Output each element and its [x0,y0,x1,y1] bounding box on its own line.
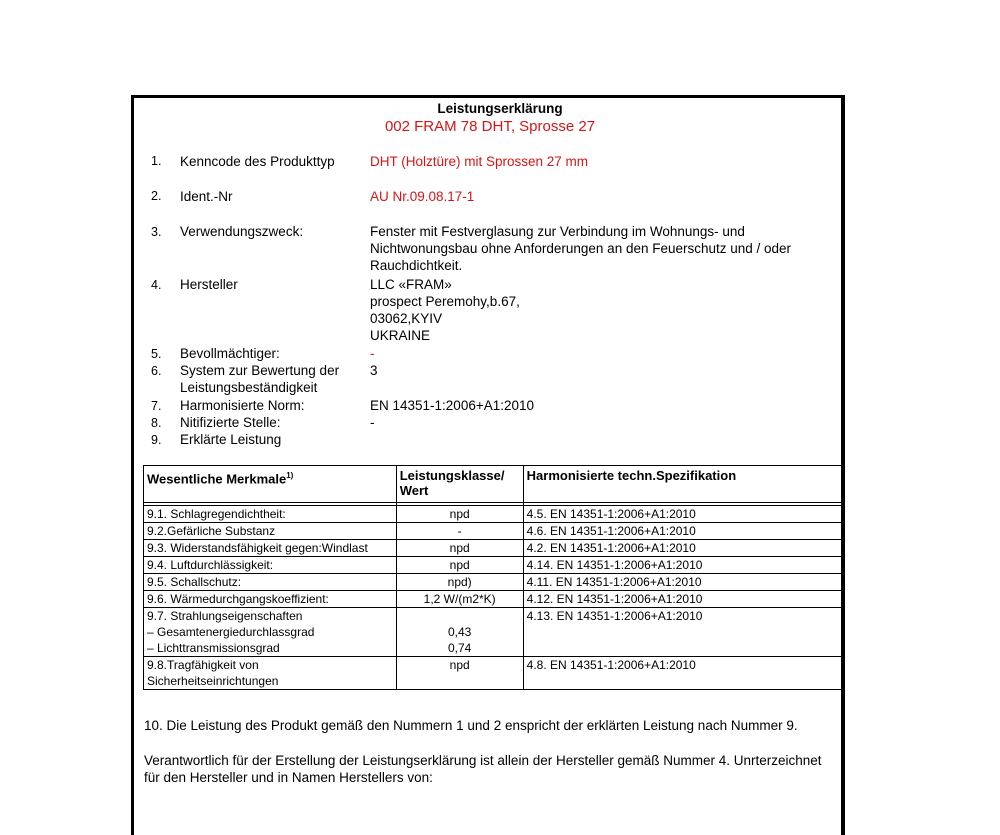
responsibility-paragraph [144,752,844,786]
table-header-row [144,466,842,503]
item-7-label: Harmonisierte Norm: [180,398,305,413]
row-specification: 4.14. EN 14351-1:2006+A1:2010 [523,557,841,574]
item-5-label: Bevollmächtiger: [180,346,280,361]
row-specification: 4.6. EN 14351-1:2006+A1:2010 [523,523,841,540]
item-8-label: Nitifizierte Stelle: [180,415,281,430]
row-characteristic: 9.6. Wärmedurchgangskoeffizient: [144,591,397,608]
row-value: npd [396,557,523,574]
item-6-label-line: Leistungsbeständigkeit [180,380,318,395]
row-value: 0,43 0,74 [396,608,523,657]
document-title: Leistungserklärung [437,101,563,116]
item-6-value: 3 [370,363,378,378]
item-4-label: Hersteller [180,277,238,292]
row-specification: 4.5. EN 14351-1:2006+A1:2010 [523,506,841,523]
item-5-number: 5. [151,347,162,361]
item-4-value-line: 03062,KYIV [370,311,443,326]
item-6-label-line: System zur Bewertung der [180,363,340,378]
item-7-number: 7. [151,399,162,413]
item-4-value-line: UKRAINE [370,328,431,343]
item-5-value: - [370,346,375,361]
row-value: npd [396,506,523,523]
row-characteristic: 9.7. Strahlungseigenschaften – Gesamtenergiedurchlassgrad – Lichttransmissionsgrad [144,608,397,657]
row-value: npd) [396,574,523,591]
row-specification: 4.12. EN 14351-1:2006+A1:2010 [523,591,841,608]
item-9-number: 9. [151,433,162,447]
table-row [144,557,842,574]
row-value: 1,2 W/(m2*K) [396,591,523,608]
item-4-value-line: prospect Peremohy,b.67, [370,294,520,309]
item-3-value-line: Nichtwonungsbau ohne Anforderungen an den Feuerschutz und / oder [370,241,792,256]
table-row [144,574,842,591]
item-3-label: Verwendungszweck: [180,224,304,239]
item-2-label: Ident.-Nr [180,189,233,204]
item-8-value: - [370,415,375,430]
table-row [144,608,842,657]
row-specification: 4.8. EN 14351-1:2006+A1:2010 [523,657,841,690]
header-leistungsklasse: Leistungsklasse/ Wert [396,466,523,503]
row-value: npd [396,540,523,557]
row-specification: 4.13. EN 14351-1:2006+A1:2010 [523,608,841,657]
row-characteristic: 9.8.Tragfähigkeit von Sicherheitseinrichtungen [144,657,397,690]
item-3-value-line: Rauchdichtkeit. [370,258,463,273]
document-subtitle: 002 FRAM 78 DHT, Sprosse 27 [384,118,596,135]
item-3-number: 3. [151,225,162,239]
item-1-label: Kenncode des Produkttyp [180,154,335,169]
item-6-label [180,362,339,396]
item-3-value-line: Fenster mit Festverglasung zur Verbindung im Wohnungs- und [370,224,745,239]
responsibility-line: für den Hersteller und in Namen Herstellers von: [144,770,433,785]
performance-table [143,465,842,690]
item-8-number: 8. [151,416,162,430]
row-characteristic: 9.1. Schlagregendichtheit: [144,506,397,523]
item-2-number: 2. [151,189,162,203]
row-characteristic: 9.5. Schallschutz: [144,574,397,591]
table-row [144,540,842,557]
item-4-value [370,276,520,344]
row-value: npd [396,657,523,690]
item-1-number: 1. [151,154,162,168]
item-4-number: 4. [151,278,162,292]
table-row [144,591,842,608]
row-specification: 4.2. EN 14351-1:2006+A1:2010 [523,540,841,557]
row-specification: 4.11. EN 14351-1:2006+A1:2010 [523,574,841,591]
row-value: - [396,523,523,540]
table-row [144,657,842,690]
item-9-label: Erklärte Leistung [180,432,282,447]
item-7-value: EN 14351-1:2006+A1:2010 [370,398,535,413]
item-3-value [370,223,791,274]
item-6-number: 6. [151,364,162,378]
table-row [144,523,842,540]
responsibility-line: Verantwortlich für der Erstellung der Leistungserklärung ist allein der Hersteller gemäß Nummer 4. Unrterzeichnet [144,753,822,768]
header-spezifikation: Harmonisierte techn.Spezifikation [523,466,841,503]
row-characteristic: 9.3. Widerstandsfähigkeit gegen:Windlast [144,540,397,557]
item-2-value: AU Nr.09.08.17-1 [370,189,475,204]
row-characteristic: 9.2.Gefärliche Substanz [144,523,397,540]
statement-paragraph: 10. Die Leistung des Produkt gemäß den Nummern 1 und 2 enspricht der erklärten Leistung nach Nummer 9. [144,718,798,733]
item-4-value-line: LLC «FRAM» [370,277,452,292]
table-row [144,506,842,523]
row-characteristic: 9.4. Luftdurchlässigkeit: [144,557,397,574]
item-1-value: DHT (Holztüre) mit Sprossen 27 mm [370,154,589,169]
header-merkmale: Wesentliche Merkmale$^{1)}$ [144,466,397,503]
